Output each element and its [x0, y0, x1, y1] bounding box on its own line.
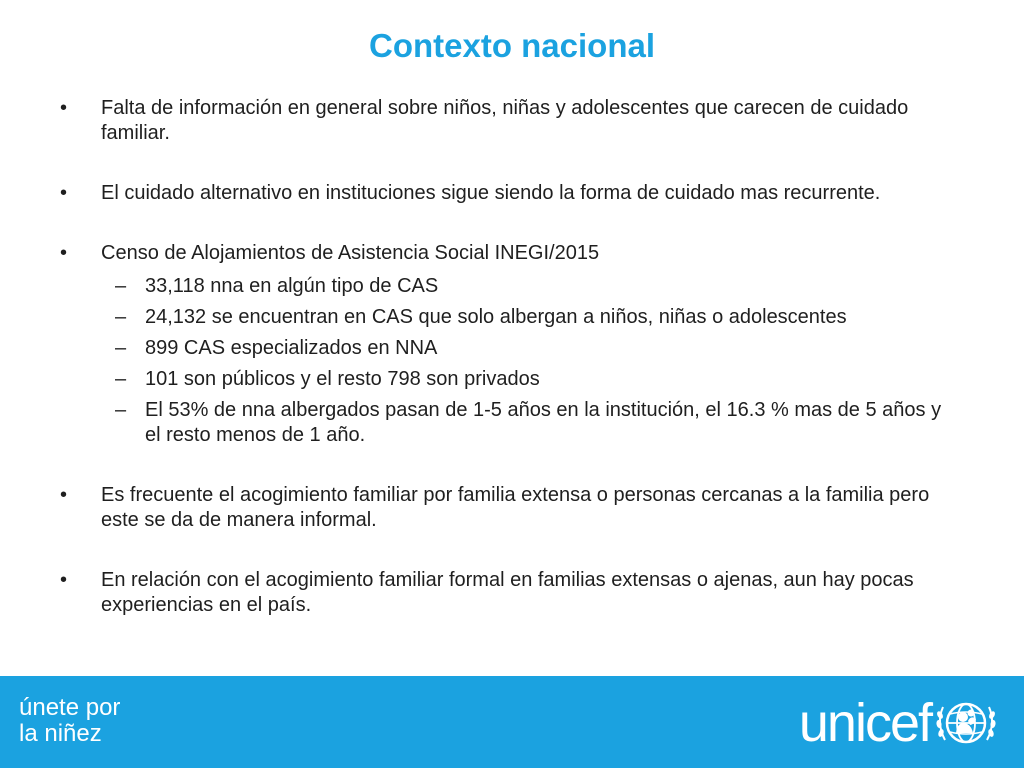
bullet-list — [58, 96, 958, 618]
sub-item — [58, 336, 958, 361]
sub-item-text: 899 CAS especializados en NNA — [145, 337, 438, 359]
bullet-marker: • — [60, 182, 68, 204]
bullet-marker: • — [60, 569, 68, 591]
sub-item-text: 33,118 nna en algún tipo de CAS — [145, 275, 439, 297]
sub-item-text: El 53% de nna albergados pasan de 1-5 años en la institución, el 16.3 % mas de 5 años y el resto menos de 1 año. — [145, 399, 942, 446]
sub-item — [58, 274, 958, 299]
sub-item — [58, 398, 958, 448]
tagline-line-1: únete por — [19, 694, 121, 721]
slide-title: Contexto nacional — [368, 27, 656, 64]
bullet-marker: • — [60, 97, 68, 119]
tagline — [19, 695, 120, 747]
dash-marker: – — [115, 399, 127, 421]
bullet-text: Censo de Alojamientos de Asistencia Social INEGI/2015 — [101, 242, 600, 264]
dash-marker: – — [115, 337, 127, 359]
bullet-item — [58, 241, 958, 266]
sub-item-text: 24,132 se encuentran en CAS que solo albergan a niños, niñas o adolescentes — [145, 306, 847, 328]
bullet-marker: • — [60, 484, 68, 506]
bullet-item — [58, 181, 958, 206]
bullet-item — [58, 568, 958, 618]
bullet-text: Es frecuente el acogimiento familiar por familia extensa o personas cercanas a la familia pero este se da de manera informal. — [101, 484, 930, 531]
unicef-emblem-icon — [933, 693, 997, 753]
bullet-text: El cuidado alternativo en instituciones sigue siendo la forma de cuidado mas recurrente. — [101, 182, 881, 204]
bullet-text: Falta de información en general sobre niños, niñas y adolescentes que carecen de cuidado familiar. — [101, 97, 909, 144]
sub-item-text: 101 son públicos y el resto 798 son privados — [145, 368, 540, 390]
bullet-item — [58, 483, 958, 533]
sub-item — [58, 367, 958, 392]
unicef-logo — [799, 693, 997, 753]
dash-marker: – — [115, 306, 127, 328]
bullet-item — [58, 96, 958, 146]
footer-bar — [0, 676, 1024, 768]
dash-marker: – — [115, 275, 127, 297]
sub-item — [58, 305, 958, 330]
dash-marker: – — [115, 368, 127, 390]
bullet-text: En relación con el acogimiento familiar formal en familias extensas o ajenas, aun hay pocas experiencias en el país. — [101, 569, 914, 616]
logo-text: unicef — [798, 693, 931, 753]
tagline-line-2: la niñez — [19, 720, 102, 747]
bullet-marker: • — [60, 242, 68, 264]
